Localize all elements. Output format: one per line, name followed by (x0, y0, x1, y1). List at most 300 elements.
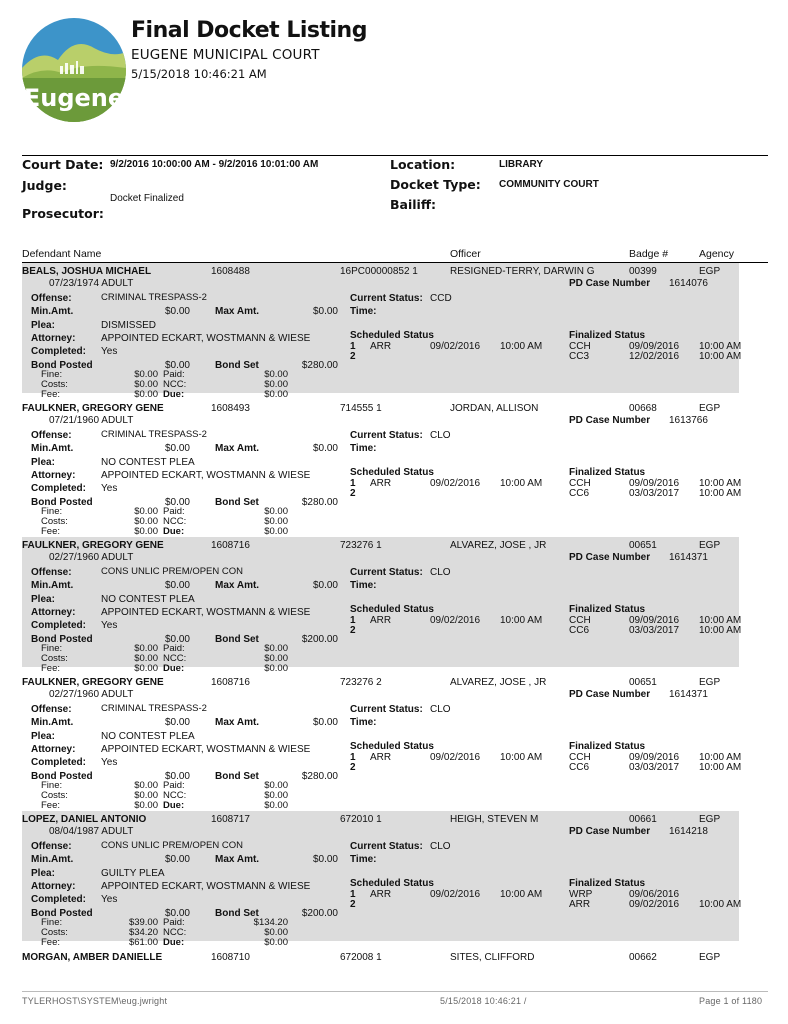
current-status-value: CCD (430, 293, 452, 304)
fine-label: Fine: (41, 369, 63, 380)
finalized-status-label: Finalized Status (569, 604, 646, 615)
ncc-value: $0.00 (264, 516, 288, 527)
offense-value: CRIMINAL TRESPASS-2 (101, 429, 207, 440)
pd-case-number: 1614371 (669, 689, 708, 700)
attorney-label: Attorney: (31, 881, 76, 892)
attorney-label: Attorney: (31, 470, 76, 481)
col-officer: Officer (450, 248, 481, 260)
fin2-date: 09/02/2016 (629, 899, 680, 910)
sched-n1: 1 (350, 615, 356, 626)
attorney-value: APPOINTED ECKART, WOSTMANN & WIESE (101, 470, 311, 481)
agency: EGP (699, 403, 721, 414)
bond-posted-label: Bond Posted (31, 908, 93, 919)
citation-number: 672010 1 (340, 814, 382, 825)
bond-posted-value: $0.00 (164, 771, 190, 782)
agency: EGP (699, 952, 721, 963)
fin2-time: 10:00 AM (699, 351, 742, 362)
paid-label: Paid: (163, 506, 185, 517)
current-status-label: Current Status: (350, 567, 423, 578)
min-amt-value: $0.00 (164, 443, 190, 454)
pd-case-label: PD Case Number (569, 826, 651, 837)
completed-label: Completed: (31, 894, 86, 905)
plea-label: Plea: (31, 731, 55, 742)
header-rule (22, 155, 768, 156)
time-label: Time: (350, 854, 377, 865)
pd-case-number: 1614218 (669, 826, 708, 837)
case-number: 1608488 (211, 266, 250, 277)
paid-value: $0.00 (264, 506, 288, 517)
fine-value: $0.00 (134, 643, 158, 654)
fin2-date: 03/03/2017 (629, 625, 680, 636)
due-value: $0.00 (264, 389, 288, 400)
completed-value: Yes (101, 346, 118, 357)
costs-value: $34.20 (128, 927, 158, 938)
docket-finalized: Docket Finalized (110, 193, 184, 204)
offense-label: Offense: (31, 293, 72, 304)
due-label: Due: (163, 526, 185, 537)
sched-code: ARR (370, 889, 392, 900)
bond-set-value: $280.00 (301, 497, 338, 508)
pd-case-label: PD Case Number (569, 552, 651, 563)
sched-date: 09/02/2016 (430, 478, 481, 489)
bond-posted-label: Bond Posted (31, 360, 93, 371)
costs-value: $0.00 (134, 790, 158, 801)
costs-label: Costs: (41, 379, 68, 390)
offense-label: Offense: (31, 841, 72, 852)
fine-value: $39.00 (128, 917, 158, 928)
dob: 02/27/1960 ADULT (49, 552, 134, 563)
fin2-code: CC3 (569, 351, 590, 362)
record-last (0, 950, 788, 966)
badge-number: 00662 (629, 952, 657, 963)
col-defendant: Defendant Name (22, 248, 102, 260)
fin1-time: 10:00 AM (699, 752, 742, 763)
finalized-status-label: Finalized Status (569, 741, 646, 752)
citation-number: 723276 2 (340, 677, 382, 688)
fin2-date: 03/03/2017 (629, 488, 680, 499)
prosecutor-label: Prosecutor: (22, 206, 104, 221)
fin1-date: 09/09/2016 (629, 478, 680, 489)
defendant-name: BEALS, JOSHUA MICHAEL (22, 266, 152, 277)
sched-time: 10:00 AM (500, 478, 543, 489)
fee-value: $0.00 (134, 389, 158, 400)
court-name: EUGENE MUNICIPAL COURT (131, 47, 320, 63)
max-amt-value: $0.00 (312, 580, 338, 591)
case-number: 1608716 (211, 677, 250, 688)
fin2-code: ARR (569, 899, 591, 910)
completed-value: Yes (101, 757, 118, 768)
sched-n2: 2 (350, 488, 356, 499)
min-amt-value: $0.00 (164, 854, 190, 865)
plea-label: Plea: (31, 594, 55, 605)
due-value: $0.00 (264, 937, 288, 948)
court-date-label: Court Date: (22, 157, 104, 172)
min-amt-label: Min.Amt. (31, 443, 74, 454)
docket-record (0, 263, 788, 400)
costs-value: $0.00 (134, 379, 158, 390)
plea-label: Plea: (31, 320, 55, 331)
defendant-name: FAULKNER, GREGORY GENE (22, 540, 164, 551)
fin2-date: 12/02/2016 (629, 351, 680, 362)
bailiff-label: Bailiff: (390, 197, 436, 212)
fine-value: $0.00 (134, 369, 158, 380)
min-amt-label: Min.Amt. (31, 854, 74, 865)
plea-value: NO CONTEST PLEA (101, 731, 195, 742)
paid-label: Paid: (163, 643, 185, 654)
citation-number: 16PC00000852 1 (340, 266, 418, 277)
docket-record (0, 811, 788, 948)
bond-set-value: $280.00 (301, 771, 338, 782)
max-amt-value: $0.00 (312, 854, 338, 865)
court-date-value: 9/2/2016 10:00:00 AM - 9/2/2016 10:01:00 AM (110, 159, 319, 170)
docket-record (0, 674, 788, 811)
sched-n1: 1 (350, 889, 356, 900)
agency: EGP (699, 266, 721, 277)
attorney-value: APPOINTED ECKART, WOSTMANN & WIESE (101, 607, 311, 618)
bond-posted-label: Bond Posted (31, 634, 93, 645)
sched-code: ARR (370, 478, 392, 489)
officer-name: SITES, CLIFFORD (450, 952, 535, 963)
plea-value: NO CONTEST PLEA (101, 594, 195, 605)
completed-value: Yes (101, 483, 118, 494)
completed-label: Completed: (31, 346, 86, 357)
fin2-time: 10:00 AM (699, 899, 742, 910)
badge-number: 00651 (629, 677, 657, 688)
paid-label: Paid: (163, 369, 185, 380)
offense-label: Offense: (31, 704, 72, 715)
dob: 02/27/1960 ADULT (49, 689, 134, 700)
plea-value: GUILTY PLEA (101, 868, 165, 879)
time-label: Time: (350, 717, 377, 728)
max-amt-value: $0.00 (312, 306, 338, 317)
plea-value: NO CONTEST PLEA (101, 457, 195, 468)
paid-value: $0.00 (264, 369, 288, 380)
min-amt-label: Min.Amt. (31, 717, 74, 728)
bond-posted-label: Bond Posted (31, 771, 93, 782)
officer-name: JORDAN, ALLISON (450, 403, 539, 414)
scheduled-status-label: Scheduled Status (350, 467, 434, 478)
completed-label: Completed: (31, 757, 86, 768)
fin2-code: CC6 (569, 762, 590, 773)
due-value: $0.00 (264, 663, 288, 674)
dob: 08/04/1987 ADULT (49, 826, 134, 837)
ncc-value: $0.00 (264, 379, 288, 390)
fee-value: $0.00 (134, 526, 158, 537)
officer-name: ALVAREZ, JOSE , JR (450, 677, 547, 688)
report-title: Final Docket Listing (131, 18, 367, 43)
docket-record (0, 400, 788, 537)
footer-page: Page 1 of 1180 (699, 996, 763, 1006)
dob: 07/23/1974 ADULT (49, 278, 134, 289)
sched-n2: 2 (350, 625, 356, 636)
time-label: Time: (350, 580, 377, 591)
min-amt-label: Min.Amt. (31, 306, 74, 317)
case-number: 1608716 (211, 540, 250, 551)
ncc-value: $0.00 (264, 790, 288, 801)
current-status-value: CLO (430, 430, 451, 441)
bond-set-label: Bond Set (215, 634, 259, 645)
bond-set-label: Bond Set (215, 360, 259, 371)
bond-posted-value: $0.00 (164, 634, 190, 645)
fin2-code: CC6 (569, 625, 590, 636)
ncc-label: NCC: (163, 653, 187, 664)
scheduled-status-label: Scheduled Status (350, 878, 434, 889)
fin1-time: 10:00 AM (699, 615, 742, 626)
fin1-date: 09/06/2016 (629, 889, 680, 900)
pd-case-number: 1614371 (669, 552, 708, 563)
plea-label: Plea: (31, 868, 55, 879)
pd-case-number: 1614076 (669, 278, 708, 289)
fee-value: $0.00 (134, 663, 158, 674)
fin1-code: WRP (569, 889, 593, 900)
sched-n1: 1 (350, 478, 356, 489)
sched-code: ARR (370, 341, 392, 352)
sched-n1: 1 (350, 752, 356, 763)
pd-case-number: 1613766 (669, 415, 708, 426)
due-value: $0.00 (264, 526, 288, 537)
officer-name: RESIGNED-TERRY, DARWIN G (450, 266, 595, 277)
min-amt-value: $0.00 (164, 580, 190, 591)
time-label: Time: (350, 306, 377, 317)
fine-value: $0.00 (134, 780, 158, 791)
time-label: Time: (350, 443, 377, 454)
ncc-label: NCC: (163, 790, 187, 801)
location-label: Location: (390, 157, 456, 172)
due-label: Due: (163, 937, 185, 948)
fin1-code: CCH (569, 615, 591, 626)
fin2-code: CC6 (569, 488, 590, 499)
current-status-value: CLO (430, 704, 451, 715)
ncc-value: $0.00 (264, 927, 288, 938)
offense-value: CRIMINAL TRESPASS-2 (101, 292, 207, 303)
sched-n2: 2 (350, 899, 356, 910)
agency: EGP (699, 814, 721, 825)
bond-posted-value: $0.00 (164, 497, 190, 508)
attorney-value: APPOINTED ECKART, WOSTMANN & WIESE (101, 333, 311, 344)
finalized-status-label: Finalized Status (569, 878, 646, 889)
max-amt-label: Max Amt. (215, 580, 260, 591)
bond-posted-label: Bond Posted (31, 497, 93, 508)
current-status-label: Current Status: (350, 704, 423, 715)
location-value: LIBRARY (499, 159, 544, 170)
attorney-label: Attorney: (31, 607, 76, 618)
sched-code: ARR (370, 615, 392, 626)
plea-value: DISMISSED (101, 320, 157, 331)
sched-time: 10:00 AM (500, 889, 543, 900)
completed-label: Completed: (31, 620, 86, 631)
completed-value: Yes (101, 894, 118, 905)
pd-case-label: PD Case Number (569, 689, 651, 700)
max-amt-label: Max Amt. (215, 306, 260, 317)
footer-timestamp: 5/15/2018 10:46:21 / (440, 996, 527, 1006)
fee-label: Fee: (41, 937, 61, 948)
ncc-label: NCC: (163, 927, 187, 938)
paid-label: Paid: (163, 917, 185, 928)
max-amt-label: Max Amt. (215, 443, 260, 454)
citation-number: 723276 1 (340, 540, 382, 551)
ncc-label: NCC: (163, 379, 187, 390)
fin2-date: 03/03/2017 (629, 762, 680, 773)
fin1-date: 09/09/2016 (629, 341, 680, 352)
plea-label: Plea: (31, 457, 55, 468)
fin1-code: CCH (569, 752, 591, 763)
case-number: 1608493 (211, 403, 250, 414)
current-status-label: Current Status: (350, 293, 423, 304)
min-amt-value: $0.00 (164, 306, 190, 317)
officer-name: ALVAREZ, JOSE , JR (450, 540, 547, 551)
attorney-value: APPOINTED ECKART, WOSTMANN & WIESE (101, 744, 311, 755)
agency: EGP (699, 677, 721, 688)
pd-case-label: PD Case Number (569, 415, 651, 426)
sched-date: 09/02/2016 (430, 341, 481, 352)
sched-n2: 2 (350, 351, 356, 362)
fin1-code: CCH (569, 341, 591, 352)
judge-label: Judge: (22, 178, 67, 193)
finalized-status-label: Finalized Status (569, 467, 646, 478)
sched-date: 09/02/2016 (430, 615, 481, 626)
citation-number: 714555 1 (340, 403, 382, 414)
bond-set-value: $200.00 (301, 634, 338, 645)
badge-number: 00651 (629, 540, 657, 551)
sched-n1: 1 (350, 341, 356, 352)
min-amt-value: $0.00 (164, 717, 190, 728)
sched-date: 09/02/2016 (430, 752, 481, 763)
sched-date: 09/02/2016 (430, 889, 481, 900)
current-status-label: Current Status: (350, 430, 423, 441)
badge-number: 00399 (629, 266, 657, 277)
fee-label: Fee: (41, 389, 61, 400)
paid-label: Paid: (163, 780, 185, 791)
due-label: Due: (163, 800, 185, 811)
logo-text: Eugene (23, 84, 125, 112)
paid-value: $0.00 (264, 780, 288, 791)
fin1-date: 09/09/2016 (629, 752, 680, 763)
current-status-value: CLO (430, 567, 451, 578)
docket-record (0, 537, 788, 674)
due-label: Due: (163, 663, 185, 674)
current-status-label: Current Status: (350, 841, 423, 852)
max-amt-value: $0.00 (312, 717, 338, 728)
fee-label: Fee: (41, 526, 61, 537)
bond-set-value: $200.00 (301, 908, 338, 919)
defendant-name: MORGAN, AMBER DANIELLE (22, 952, 163, 963)
defendant-name: FAULKNER, GREGORY GENE (22, 403, 164, 414)
scheduled-status-label: Scheduled Status (350, 330, 434, 341)
min-amt-label: Min.Amt. (31, 580, 74, 591)
badge-number: 00661 (629, 814, 657, 825)
citation-number: 672008 1 (340, 952, 382, 963)
finalized-status-label: Finalized Status (569, 330, 646, 341)
dob: 07/21/1960 ADULT (49, 415, 134, 426)
offense-value: CONS UNLIC PREM/OPEN CON (101, 840, 243, 851)
sched-time: 10:00 AM (500, 752, 543, 763)
fine-label: Fine: (41, 780, 63, 791)
fin2-time: 10:00 AM (699, 762, 742, 773)
max-amt-label: Max Amt. (215, 717, 260, 728)
attorney-value: APPOINTED ECKART, WOSTMANN & WIESE (101, 881, 311, 892)
scheduled-status-label: Scheduled Status (350, 741, 434, 752)
attorney-label: Attorney: (31, 333, 76, 344)
docket-type-value: COMMUNITY COURT (499, 179, 599, 190)
completed-label: Completed: (31, 483, 86, 494)
costs-value: $0.00 (134, 653, 158, 664)
sched-time: 10:00 AM (500, 615, 543, 626)
footer-rule (22, 991, 768, 992)
docket-type-label: Docket Type: (390, 177, 481, 192)
fee-label: Fee: (41, 800, 61, 811)
ncc-value: $0.00 (264, 653, 288, 664)
fine-label: Fine: (41, 917, 63, 928)
agency: EGP (699, 540, 721, 551)
fin2-time: 10:00 AM (699, 625, 742, 636)
current-status-value: CLO (430, 841, 451, 852)
offense-label: Offense: (31, 430, 72, 441)
fine-label: Fine: (41, 506, 63, 517)
paid-value: $0.00 (264, 643, 288, 654)
fin1-code: CCH (569, 478, 591, 489)
bond-set-label: Bond Set (215, 771, 259, 782)
bond-posted-value: $0.00 (164, 908, 190, 919)
fin1-time: 10:00 AM (699, 478, 742, 489)
costs-label: Costs: (41, 516, 68, 527)
fine-value: $0.00 (134, 506, 158, 517)
footer-user: TYLERHOST\SYSTEM\eug.jwright (22, 996, 168, 1006)
bond-posted-value: $0.00 (164, 360, 190, 371)
report-timestamp: 5/15/2018 10:46:21 AM (131, 67, 267, 81)
sched-n2: 2 (350, 762, 356, 773)
defendant-name: LOPEZ, DANIEL ANTONIO (22, 814, 147, 825)
offense-label: Offense: (31, 567, 72, 578)
col-badge: Badge # (629, 248, 669, 260)
completed-value: Yes (101, 620, 118, 631)
costs-label: Costs: (41, 653, 68, 664)
pd-case-label: PD Case Number (569, 278, 651, 289)
eugene-logo (22, 18, 126, 122)
attorney-label: Attorney: (31, 744, 76, 755)
sched-time: 10:00 AM (500, 341, 543, 352)
fee-label: Fee: (41, 663, 61, 674)
fine-label: Fine: (41, 643, 63, 654)
fee-value: $61.00 (128, 937, 158, 948)
due-label: Due: (163, 389, 185, 400)
costs-label: Costs: (41, 790, 68, 801)
defendant-name: FAULKNER, GREGORY GENE (22, 677, 164, 688)
offense-value: CRIMINAL TRESPASS-2 (101, 703, 207, 714)
due-value: $0.00 (264, 800, 288, 811)
max-amt-value: $0.00 (312, 443, 338, 454)
costs-label: Costs: (41, 927, 68, 938)
scheduled-status-label: Scheduled Status (350, 604, 434, 615)
fin2-time: 10:00 AM (699, 488, 742, 499)
col-agency: Agency (699, 248, 735, 260)
offense-value: CONS UNLIC PREM/OPEN CON (101, 566, 243, 577)
ncc-label: NCC: (163, 516, 187, 527)
case-number: 1608710 (211, 952, 250, 963)
fin1-time: 10:00 AM (699, 341, 742, 352)
max-amt-label: Max Amt. (215, 854, 260, 865)
officer-name: HEIGH, STEVEN M (450, 814, 539, 825)
fin1-date: 09/09/2016 (629, 615, 680, 626)
sched-code: ARR (370, 752, 392, 763)
badge-number: 00668 (629, 403, 657, 414)
bond-set-label: Bond Set (215, 908, 259, 919)
paid-value: $134.20 (253, 917, 288, 928)
bond-set-value: $280.00 (301, 360, 338, 371)
case-number: 1608717 (211, 814, 250, 825)
bond-set-label: Bond Set (215, 497, 259, 508)
costs-value: $0.00 (134, 516, 158, 527)
fee-value: $0.00 (134, 800, 158, 811)
